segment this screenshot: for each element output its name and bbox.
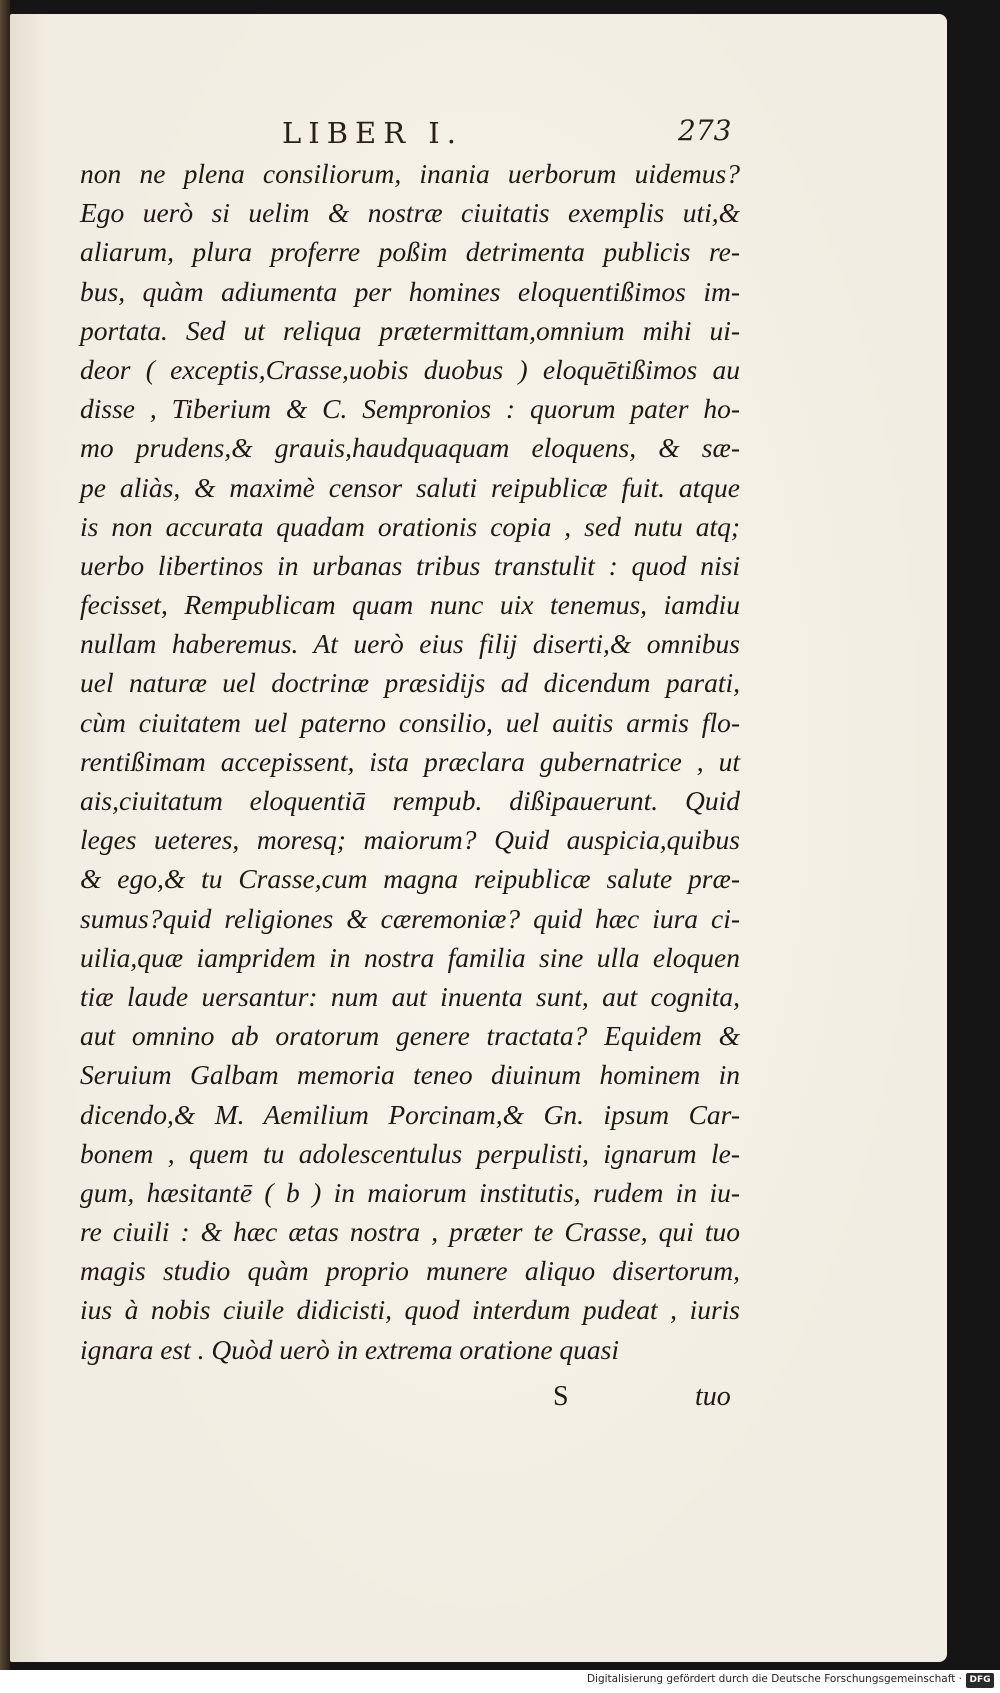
running-head: LIBER I. (282, 116, 463, 150)
catchword: tuo (695, 1381, 731, 1412)
page-foot (10, 1381, 947, 1421)
text-line: cùm ciuitatem uel paterno consilio, uel auitis armis flo- (80, 706, 740, 738)
body-text (80, 154, 740, 1369)
text-line: Ego uerò si uelim & nostræ ciuitatis exemplis uti,& (80, 197, 740, 229)
text-line: bus, quàm adiumenta per homines eloquentißimos im- (80, 275, 740, 307)
text-line: tiæ laude uersantur: num aut inuenta sunt, aut cognita, (80, 980, 740, 1012)
text-line: gum, hæsitantē ( b ) in maiorum institutis, rudem in iu- (80, 1176, 740, 1208)
text-line: uilia,quæ iampridem in nostra familia sine ulla eloquen (80, 941, 740, 973)
page-header (10, 108, 947, 156)
text-line: & ego,& tu Crasse,cum magna reipublicæ salute præ- (80, 863, 740, 895)
text-line: uel naturæ uel doctrinæ præsidijs ad dicendum parati, (80, 667, 740, 699)
text-line: aliarum, plura proferre poßim detrimenta publicis re- (80, 236, 740, 268)
text-line: ais,ciuitatum eloquentiā rempub. dißipauerunt. Quid (80, 785, 740, 816)
text-line: Seruium Galbam memoria teneo diuinum hominem in (80, 1059, 740, 1091)
text-line: ignara est . Quòd uerò in extrema oratione quasi (80, 1333, 620, 1365)
text-line: pe aliàs, & maximè censor saluti reipublicæ fuit. atque (80, 471, 740, 503)
text-line: uerbo libertinos in urbanas tribus transtulit : quod nisi (80, 549, 740, 581)
text-line: mo prudens,& grauis,haudquaquam eloquens, & sæ- (80, 432, 740, 464)
text-line: non ne plena consiliorum, inania uerborum uidemus? (80, 158, 740, 189)
text-line: dicendo,& M. Aemilium Porcinam,& Gn. ipsum Car- (80, 1098, 740, 1130)
text-line: leges ueteres, moresq; maiorum? Quid auspicia,quibus (80, 824, 740, 856)
text-line: is non accurata quadam orationis copia , sed nutu atq; (80, 510, 740, 542)
funding-credit: Digitalisierung gefördert durch die Deutsche Forschungsgemeinschaft · (586, 1673, 962, 1685)
text-line: portata. Sed ut reliqua prætermittam,omnium mihi ui- (80, 314, 740, 346)
text-line: deor ( exceptis,Crasse,uobis duobus ) eloquētißimos au (80, 353, 740, 385)
text-line: bonem , quem tu adolescentulus perpulisti, ignarum le- (80, 1137, 740, 1169)
text-line: nullam haberemus. At uerò eius filij diserti,& omnibus (80, 628, 740, 660)
footer-bar (0, 1670, 1000, 1693)
text-line: ius à nobis ciuile didicisti, quod interdum pudeat , iuris (80, 1294, 740, 1326)
text-line: sumus?quid religiones & cæremoniæ? quid hæc iura ci- (80, 902, 740, 934)
dfg-logo-icon: DFG (966, 1673, 994, 1688)
text-line: disse , Tiberium & C. Sempronios : quorum pater ho- (80, 393, 740, 425)
text-line: fecisset, Rempublicam quam nunc uix tenemus, iamdiu (80, 589, 740, 621)
page-number: 273 (678, 114, 732, 147)
page-edge (0, 0, 10, 1670)
text-line: re ciuili : & hæc ætas nostra , præter te Crasse, qui tuo (80, 1216, 740, 1248)
text-line: aut omnino ab oratorum genere tractata? Equidem & (80, 1020, 740, 1052)
text-line: rentißimam accepissent, ista præclara gubernatrice , ut (80, 745, 740, 777)
signature-mark: S (553, 1381, 569, 1412)
text-line: magis studio quàm proprio munere aliquo disertorum, (80, 1255, 740, 1287)
book-page (10, 14, 947, 1662)
